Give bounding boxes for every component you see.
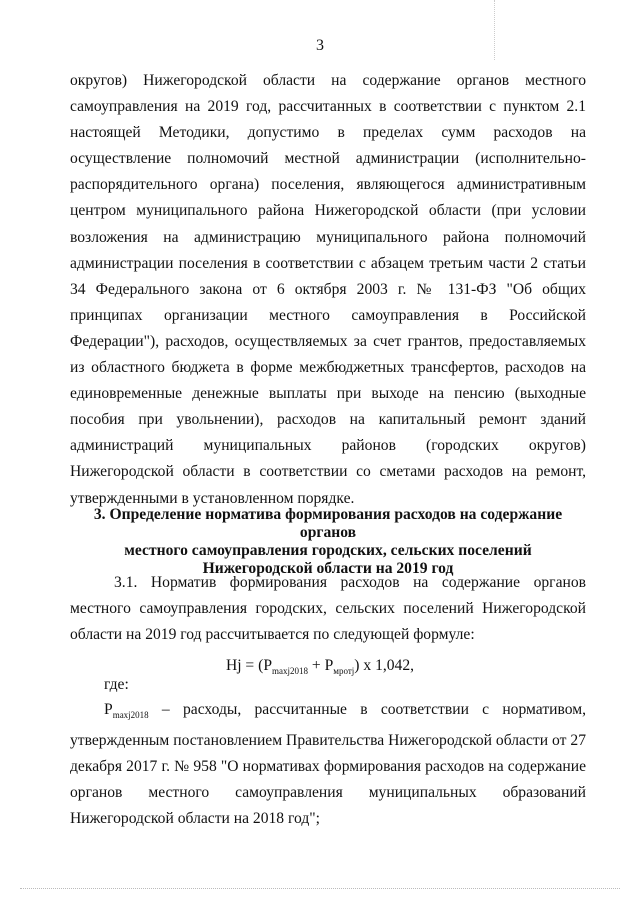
scan-edge-line: [20, 888, 620, 889]
formula-plus: + P: [308, 657, 334, 674]
formula-lhs: Hj = (P: [225, 657, 272, 674]
section-heading-line2: местного самоуправления городских, сельских поселений: [124, 542, 532, 559]
definition-paragraph: [70, 697, 586, 833]
section-heading-line3: Нижегородской области на 2019 год: [202, 560, 454, 577]
formula: [0, 657, 640, 676]
definition-symbol-sub: maxj2018: [112, 710, 149, 721]
formula-sub1: maxj2018: [272, 666, 308, 677]
formula-rhs: ) х 1,042,: [354, 657, 415, 674]
definition-text: – расходы, рассчитанные в соответствии с нормативом, утвержденным постановлением Правительства Нижегородской области от 27 декабря 2017 г. № 958 "О нормативах формирования расходов на содержание органов местного самоуправления муниципальных образований Нижегородской области на 2018 год";: [70, 701, 586, 828]
page-number: 3: [316, 37, 324, 54]
section-heading-line1: 3. Определение норматива формирования расходов на содержание органов: [93, 506, 563, 541]
definition-symbol: P: [104, 701, 113, 718]
paragraph-continuation: округов) Нижегородской области на содержание органов местного самоуправления на 2019 год, рассчитанных в соответствии с пунктом 2.1 настоящей Методики, допустимо в пределах сумм расходов на осуществление полномочий местной администрации (исполнительно-распорядительного органа) поселения, являющегося административным центром муниципального района Нижегородской области (при условии возложения на администрацию муниципального района полномочий администрации поселения в соответствии с абзацем третьим части 2 статьи 34 Федерального закона от 6 октября 2003 г. № 131-ФЗ "Об общих принципах организации местного самоуправления в Российской Федерации"), расходов, осуществляемых за счет грантов, предоставляемых из областного бюджета в форме межбюджетных трансфертов, расходов на единовременные денежные выплаты при выходе на пенсию (выходные пособия при увольнении), расходов на капитальный ремонт зданий администраций муниципальных районов (городских округов) Нижегородской области в соответствии со сметами расходов на ремонт, утвержденными в установленном порядке.: [70, 72, 586, 507]
paragraph-3-1: 3.1. Норматив формирования расходов на содержание органов местного самоуправления городских, сельских поселений Нижегородской области на 2019 год рассчитывается по следующей формуле:: [70, 574, 586, 644]
formula-sub2: мротj: [333, 666, 355, 677]
where-label: где:: [104, 676, 129, 693]
section-heading: [70, 506, 586, 578]
